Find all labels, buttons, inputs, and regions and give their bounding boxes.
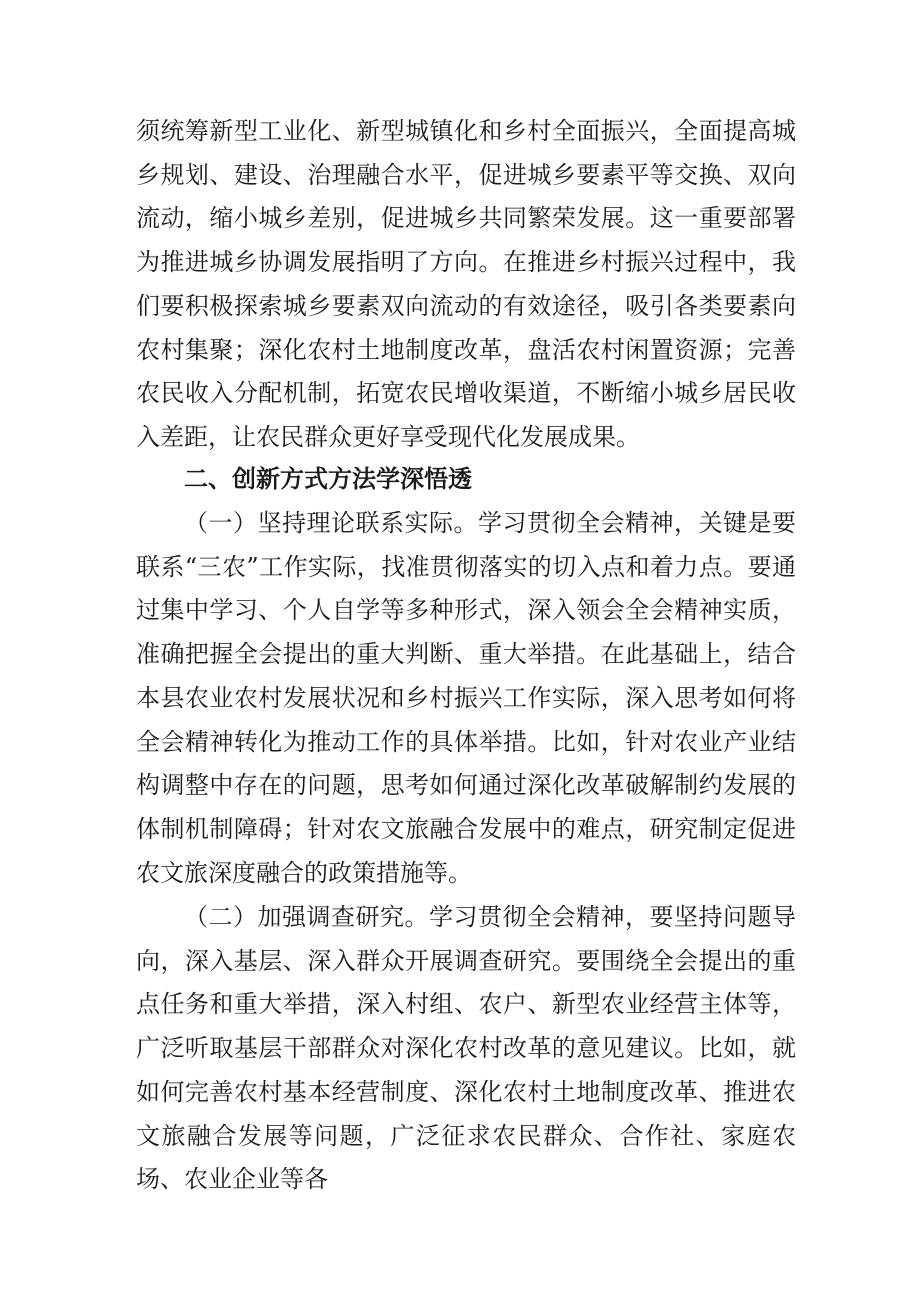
section-heading: 二、创新方式方法学深悟透 — [184, 465, 472, 493]
paragraph-investigation: （二）加强调查研究。学习贯彻全会精神，要坚持问题导向，深入基层、深入群众开展调查研究。要围绕全会提出的重点任务和重大举措，深入村组、农户、新型农业经营主体等，广泛听取基层干部群众对深化农村改革的意见建议。比如，就如何完善农村基本经营制度、深化农村土地制度改革、推进农文旅融合发展等问题，广泛征求农民群众、合作社、家庭农场、农业企业等各 — [136, 903, 796, 1194]
paragraph-theory-practice: （一）坚持理论联系实际。学习贯彻全会精神，关键是要联系“三农”工作实际，找准贯彻落实的切入点和着力点。要通过集中学习、个人自学等多种形式，深入领会全会精神实质，准确把握全会提出的重大判断、重大举措。在此基础上，结合本县农业农村发展状况和乡村振兴工作实际，深入思考如何将全会精神转化为推动工作的具体举措。比如，针对农业产业结构调整中存在的问题，思考如何通过深化改革破解制约发展的体制机制障碍；针对农文旅融合发展中的难点，研究制定促进农文旅深度融合的政策措施等。 — [136, 509, 796, 887]
paragraph-continued: 须统筹新型工业化、新型城镇化和乡村全面振兴，全面提高城乡规划、建设、治理融合水平，促进城乡要素平等交换、双向流动，缩小城乡差别，促进城乡共同繁荣发展。这一重要部署为推进城乡协调发展指明了方向。在推进乡村振兴过程中，我们要积极探索城乡要素双向流动的有效途径，吸引各类要素向农村集聚；深化农村土地制度改革，盘活农村闲置资源；完善农民收入分配机制，拓宽农民增收渠道，不断缩小城乡居民收入差距，让农民群众更好享受现代化发展成果。 — [136, 117, 796, 451]
